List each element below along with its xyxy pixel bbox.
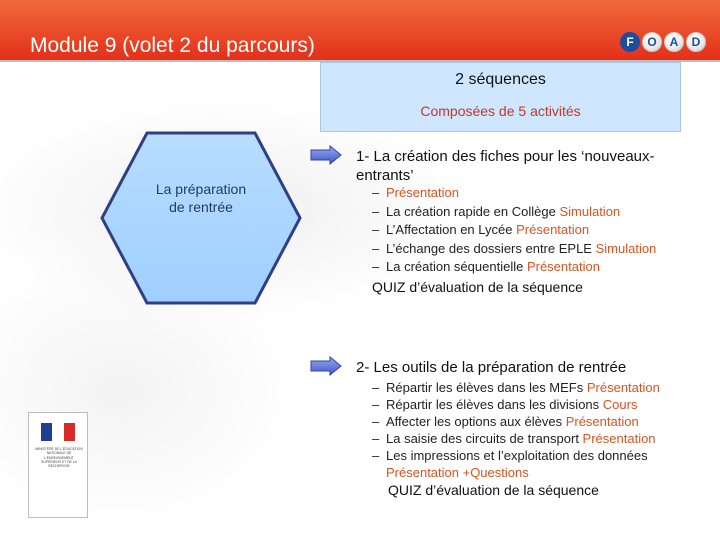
- activity-count: Composées de 5 activités: [420, 103, 581, 119]
- list-item-text: La création rapide en Collège: [386, 203, 560, 219]
- list-item: [372, 447, 712, 481]
- foad-logo: [620, 32, 706, 52]
- list-item-link[interactable]: Présentation: [386, 185, 459, 200]
- hexagon-shape: [99, 130, 303, 306]
- slide-header: [0, 0, 720, 62]
- list-item: [372, 258, 712, 277]
- list-item-text: Répartir les élèves dans les MEFs: [386, 380, 587, 395]
- list-item: [372, 413, 712, 430]
- ministry-logo-caption: MINISTÈRE DE L'ÉDUCATION NATIONALE DE L'ENSEIGNEMENT SUPÉRIEUR ET DE LA RECHERCHE: [35, 447, 83, 469]
- list-dash: –: [372, 414, 380, 429]
- list-item-text: L’Affectation en Lycée: [386, 222, 517, 237]
- list-item-link[interactable]: Simulation: [559, 203, 621, 219]
- list-dash: –: [372, 397, 380, 412]
- list-item-text: Affecter les options aux élèves: [386, 414, 566, 429]
- list-item: [372, 430, 712, 447]
- list-dash: –: [372, 259, 380, 274]
- list-item-text: La création séquentielle: [386, 259, 527, 274]
- list-item-link[interactable]: Présentation: [516, 222, 590, 237]
- logo-letter-a: A: [664, 32, 684, 52]
- list-dash: –: [372, 431, 380, 446]
- list-item-text: La saisie des circuits de transport: [386, 431, 583, 446]
- hexagon-label-line2: de rentrée: [169, 199, 233, 215]
- list-item-link[interactable]: Présentation: [582, 431, 656, 446]
- hexagon-label: [99, 180, 303, 216]
- list-dash: –: [372, 380, 380, 395]
- arrow-right-icon: [310, 145, 342, 165]
- list-item: [372, 396, 712, 413]
- list-item-link[interactable]: Cours: [602, 397, 638, 412]
- list-item: [372, 240, 712, 259]
- slide-title: Module 9 (volet 2 du parcours): [30, 34, 315, 57]
- list-item: [372, 379, 712, 396]
- list-item: [372, 221, 712, 240]
- arrow-right-icon: [310, 356, 342, 376]
- list-item-link[interactable]: Simulation: [595, 240, 657, 256]
- list-item-text: Répartir les élèves dans les divisions: [386, 397, 603, 412]
- list-item: [372, 184, 712, 203]
- list-item-link[interactable]: Présentation: [586, 380, 660, 395]
- section2-title: 2- Les outils de la préparation de rentrée: [356, 359, 627, 376]
- list-dash: –: [372, 185, 380, 200]
- logo-letter-f: F: [620, 32, 640, 52]
- list-dash: –: [372, 203, 380, 219]
- list-dash: –: [372, 448, 380, 463]
- list-item-link[interactable]: Présentation: [526, 259, 600, 274]
- list-item-text: Les impressions et l’exploitation des données: [386, 448, 648, 463]
- french-flag-icon: [41, 423, 75, 441]
- hexagon-label-line1: La préparation: [155, 181, 247, 197]
- logo-letter-o: O: [642, 32, 662, 52]
- list-item-link[interactable]: Présentation: [565, 414, 639, 429]
- list-item: [372, 203, 712, 222]
- section1-list: [372, 184, 712, 277]
- sequence-summary-box: [320, 62, 681, 132]
- logo-letter-d: D: [686, 32, 706, 52]
- list-dash: –: [372, 240, 380, 256]
- list-item-text: L’échange des dossiers entre EPLE: [386, 240, 596, 256]
- section1-title: 1- La création des fiches pour les ‘nouveaux-entrants’: [356, 148, 655, 184]
- sequence-count: 2 séquences: [455, 71, 546, 88]
- ministry-logo: [28, 412, 88, 518]
- section2-list: [372, 379, 712, 481]
- list-dash: –: [372, 222, 380, 237]
- section1-quiz-link[interactable]: QUIZ d’évaluation de la séquence: [372, 279, 583, 295]
- list-item-link[interactable]: Présentation +Questions: [386, 465, 529, 480]
- section2-quiz-link[interactable]: QUIZ d’évaluation de la séquence: [388, 482, 599, 498]
